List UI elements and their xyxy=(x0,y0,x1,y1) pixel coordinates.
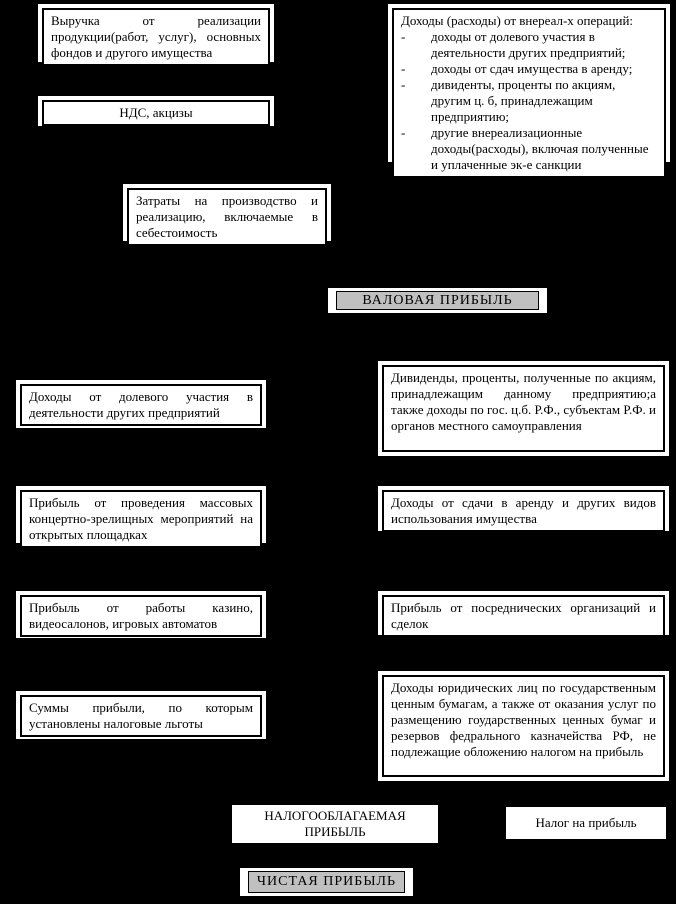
node-equity-income-text: Доходы от долевого участия в деятельности других предприятий xyxy=(20,384,262,426)
node-casino xyxy=(16,591,266,638)
node-costs xyxy=(123,184,331,241)
node-nonoperating-income xyxy=(388,4,670,172)
node-gross-profit xyxy=(328,288,547,313)
node-rent-income xyxy=(378,486,669,531)
node-revenue-text: Выручка от реализации продукции(работ, услуг), основных фондов и другого имущества xyxy=(42,8,270,66)
node-profit-tax-text: Налог на прибыль xyxy=(535,815,637,830)
node-concerts xyxy=(16,486,266,543)
node-costs-text: Затраты на производство и реализацию, включаемые в себестоимость xyxy=(127,188,327,246)
node-net-profit-text: ЧИСТАЯ ПРИБЫЛЬ xyxy=(248,871,405,893)
node-vat xyxy=(38,96,274,126)
list-item-text: доходы от долевого участия в деятельности других предприятий; xyxy=(431,29,626,60)
node-gross-profit-text: ВАЛОВАЯ ПРИБЫЛЬ xyxy=(336,291,539,310)
bullet-dash: - xyxy=(401,77,406,92)
node-intermediary xyxy=(378,591,669,635)
node-dividends xyxy=(378,361,669,456)
node-concerts-text: Прибыль от проведения массовых концертно-зрелищных мероприятий на открытых площадках xyxy=(20,490,262,548)
list-item-text: доходы от сдач имущества в аренду; xyxy=(431,61,633,76)
list-item xyxy=(401,61,657,77)
node-rent-income-text: Доходы от сдачи в аренду и других видов использования имущества xyxy=(382,490,665,532)
bullet-dash: - xyxy=(401,125,406,140)
node-taxable-profit xyxy=(232,805,438,843)
node-vat-text: НДС, акцизы xyxy=(42,100,270,126)
node-securities-text: Доходы юридических лиц по государственным ценным бумагам, а также от оказания услуг по размещению гоударственных ценных бумаг и резервов федрального казначейства РФ, не подлежащие обложению налогом на прибыль xyxy=(382,675,665,777)
node-nonoperating-body xyxy=(392,8,666,178)
bullet-dash: - xyxy=(401,29,406,44)
node-casino-text: Прибыль от работы казино, видеосалонов, игровых автоматов xyxy=(20,595,262,637)
node-taxable-profit-text: НАЛОГООБЛАГАЕМАЯ ПРИБЫЛЬ xyxy=(264,808,406,839)
list-item-text: дивиденты, проценты по акциям, другим ц. б, принадлежащим предприятию; xyxy=(431,77,616,124)
node-tax-benefits xyxy=(16,691,266,739)
list-item xyxy=(401,29,657,61)
node-net-profit xyxy=(240,868,413,896)
list-item xyxy=(401,125,657,173)
node-intermediary-text: Прибыль от посреднических организаций и сделок xyxy=(382,595,665,637)
node-securities xyxy=(378,671,669,781)
node-tax-benefits-text: Суммы прибыли, по которым установлены налоговые льготы xyxy=(20,695,262,737)
bullet-dash: - xyxy=(401,61,406,76)
node-equity-income xyxy=(16,380,266,428)
node-nonoperating-title: Доходы (расходы) от внереал-х операций: xyxy=(401,13,634,28)
list-item-text: другие внереализационные доходы(расходы), включая полученные и уплаченные эк-е санкции xyxy=(431,125,649,172)
node-revenue xyxy=(38,4,274,62)
node-profit-tax xyxy=(506,807,666,839)
list-item xyxy=(401,77,657,125)
node-dividends-text: Дивиденды, проценты, полученные по акциям, принадлежащим данному предприятию;а также доходы по гос. ц.б. Р.Ф., субъектам Р.Ф. и органов местного самоуправления xyxy=(382,365,665,452)
